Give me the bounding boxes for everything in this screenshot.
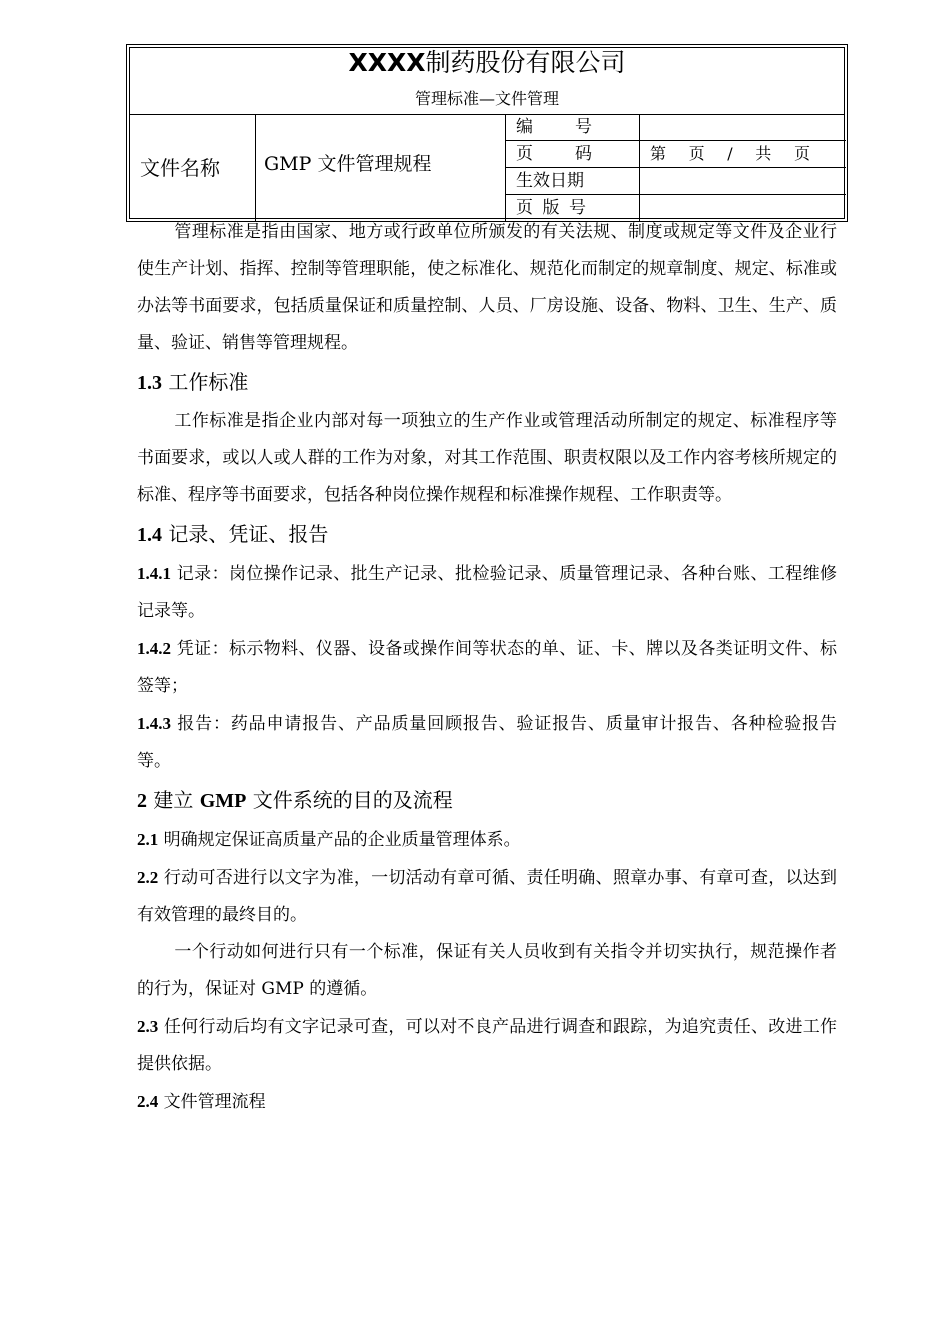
code-value	[640, 114, 846, 141]
version-label-char: 页	[516, 198, 533, 218]
code-label-char: 号	[575, 117, 592, 137]
document-category: 管理标准—文件管理	[414, 89, 559, 108]
section-1-4-1	[137, 555, 837, 630]
heading-text: 工作标准	[168, 370, 249, 394]
section-number: 2.3	[137, 1017, 159, 1036]
heading-1-4	[137, 514, 837, 555]
section-number: 2.2	[137, 868, 159, 887]
paragraph-management-standard: 管理标准是指由国家、地方或行政单位所颁发的有关法规、制度或规定等文件及企业行使生产计划、指挥、控制等管理职能，使之标准化、规范化而制定的规章制度、规定、标准或办法等书面要求，包括质量保证和质量控制、人员、厂房设施、设备、物料、卫生、生产、质量、验证、销售等管理规程。	[137, 222, 837, 353]
page-label-char: 页	[516, 144, 533, 164]
section-number: 1.4.1	[137, 564, 171, 583]
section-number: 1.4.3	[137, 714, 171, 733]
heading-text: 记录、凭证、报告	[168, 522, 329, 546]
doc-name-label: 文件名称	[130, 114, 256, 222]
document-body	[137, 214, 837, 1121]
section-1-4-2	[137, 630, 837, 705]
version-label-char: 版	[542, 198, 560, 218]
paragraph-work-standard: 工作标准是指企业内部对每一项独立的生产作业或管理活动所制定的规定、标准程序等书面要求，或以人或人群的工作为对象，对其工作范围、职责权限以及工作内容考核所规定的标准、程序等书面要求，包括各种岗位操作规程和标准操作规程、工作职责等。	[137, 411, 837, 505]
section-2-2	[137, 859, 837, 934]
page-label-char: 码	[575, 144, 592, 164]
section-text: 凭证：标示物料、仪器、设备或操作间等状态的单、证、卡、牌以及各类证明文件、标签等；	[137, 639, 838, 696]
page-value-part: /	[727, 144, 733, 163]
section-text: 行动可否进行以文字为准，一切活动有章可循、责任明确、照章办事、有章可查，以达到有效管理的最终目的。	[137, 868, 837, 925]
heading-text: 文件系统的目的及流程	[252, 788, 453, 812]
heading-number: 2	[137, 790, 147, 812]
section-number: 1.4.2	[137, 639, 171, 658]
section-text: 明确规定保证高质量产品的企业质量管理体系。	[163, 830, 521, 850]
section-text: 报告：药品申请报告、产品质量回顾报告、验证报告、质量审计报告、各种检验报告等。	[137, 714, 838, 771]
section-text: 文件管理流程	[163, 1092, 266, 1112]
page-value-part: 页	[688, 144, 705, 163]
heading-gmp: GMP	[199, 790, 247, 812]
company-name-rest: 制药股份有限公司	[425, 48, 626, 77]
heading-2	[137, 780, 837, 821]
section-number: 2.4	[137, 1092, 159, 1111]
title-row	[130, 48, 844, 115]
paragraph-one-standard: 一个行动如何进行只有一个标准，保证有关人员收到有关指令并切实执行，规范操作者的行为，保证对 GMP 的遵循。	[137, 942, 837, 999]
company-name-bold: XXXX	[348, 48, 426, 77]
heading-1-3	[137, 362, 837, 403]
page-value-part: 页	[793, 144, 810, 163]
section-text: 记录：岗位操作记录、批生产记录、批检验记录、质量管理记录、各种台账、工程维修记录等。	[137, 564, 838, 621]
code-label-char: 编	[516, 117, 533, 137]
version-label-char: 号	[569, 198, 586, 218]
effective-date-value	[640, 168, 846, 195]
company-name	[130, 48, 844, 78]
section-2-4	[137, 1083, 837, 1121]
section-text: 任何行动后均有文字记录可查，可以对不良产品进行调查和跟踪，为追究责任、改进工作提供依据。	[137, 1017, 837, 1074]
document-header-table	[126, 44, 848, 222]
code-label	[506, 114, 640, 141]
page-value	[640, 141, 846, 168]
heading-number: 1.4	[137, 524, 162, 546]
section-2-3	[137, 1008, 837, 1083]
heading-text: 建立	[153, 788, 194, 812]
page-label	[506, 141, 640, 168]
effective-date-label: 生效日期	[506, 168, 640, 195]
document-header-inner	[129, 47, 845, 219]
section-number: 2.1	[137, 830, 159, 849]
doc-name-value: GMP 文件管理规程	[256, 114, 506, 222]
page-value-part: 第	[650, 144, 667, 163]
heading-number: 1.3	[137, 372, 162, 394]
section-2-1	[137, 821, 837, 859]
page-value-part: 共	[755, 144, 772, 163]
section-1-4-3	[137, 705, 837, 780]
